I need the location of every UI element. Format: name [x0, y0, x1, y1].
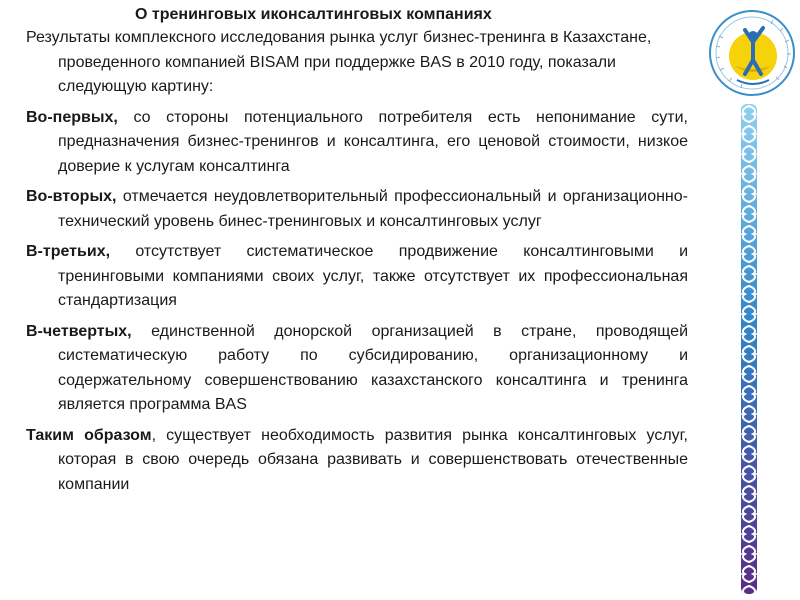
point-second-lead: Во-вторых, — [26, 188, 117, 205]
point-conclusion-text: , существует необходимость развития рынка консалтинговых услуг, которая в свою очередь обязана развивать и совершенствовать отечественные компании — [58, 426, 689, 493]
point-fourth-lead: В-четвертых, — [26, 322, 132, 340]
point-third — [26, 240, 688, 314]
point-conclusion — [26, 424, 688, 498]
point-third-text: отсутствует систематическое продвижение консалтинговыми и тренинговыми компаниями своих услуг, также отсутствует их профессиональная стандартизация — [58, 243, 688, 309]
point-fourth — [26, 320, 688, 418]
intro-paragraph: Результаты комплексного исследования рынка услуг бизнес-тренинга в Казахстане, проведенного компанией BISAM при поддержке BAS в 2010 году, показали следующую картину: — [26, 29, 652, 95]
point-first — [26, 106, 688, 180]
point-third-lead: В-третьих, — [26, 243, 111, 260]
sun-figure-emblem-icon — [707, 8, 797, 98]
kazakh-ornament-icon — [737, 104, 761, 594]
point-second-text: отмечается неудовлетворительный профессиональный и организационно-технический уровень бинес-тренинговых и консалтинговых услуг — [58, 188, 688, 230]
point-second — [26, 185, 688, 234]
point-first-lead: Во-первых, — [26, 108, 118, 126]
point-fourth-text: единственной донорской организацией в стране, проводящей систематическую работу по субсидированию, организационному и содержательному совершенствованию казахстанского консалтинга и тренинга является программа BAS — [58, 322, 688, 413]
point-first-text: со стороны потенциального потребителя есть непонимание сути, предназначения бизнес-тренингов и консалтинга, его ценовой стоимости, низкое доверие к услугам консалтинга — [58, 108, 688, 175]
point-conclusion-lead: Таким образом — [26, 426, 152, 444]
slide-title: О тренинговых иконсалтинговых компаниях — [135, 6, 492, 23]
slide-body — [26, 26, 688, 503]
